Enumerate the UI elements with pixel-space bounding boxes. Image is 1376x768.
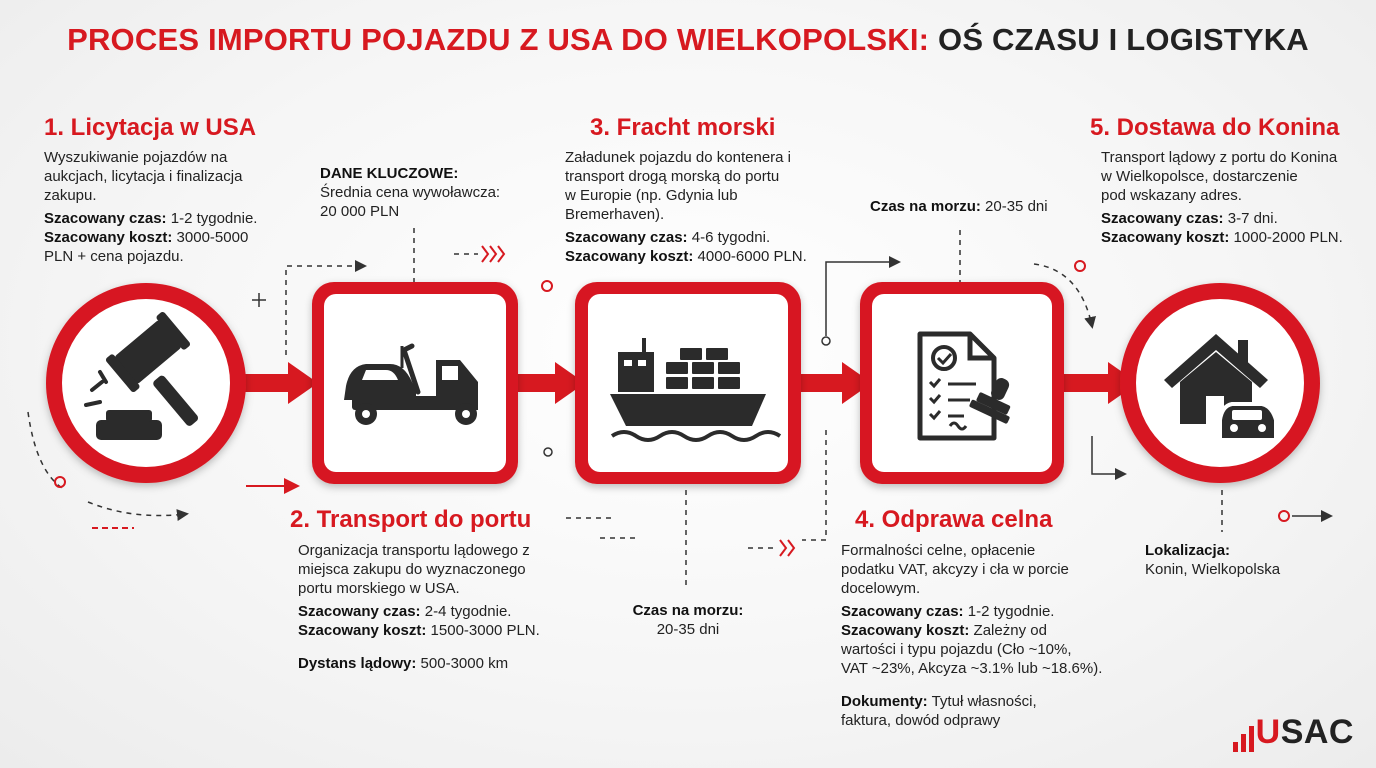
step-3-description-line: transport drogą morską do portu <box>565 168 780 185</box>
step-1-cost-value: 3000-5000 <box>176 229 249 246</box>
step-5-cost-value: 1000-2000 PLN. <box>1233 229 1343 246</box>
step-3-cost-value: 4000-6000 PLN. <box>697 248 807 265</box>
page-title-red: PROCES IMPORTU POJAZDU Z USA DO WIELKOPOLSKI: <box>67 22 930 57</box>
step-4-title: 4. Odprawa celna <box>855 506 1053 533</box>
logo-text-red: U <box>1255 713 1281 751</box>
step-2-cost-value: 1500-3000 PLN. <box>430 622 540 639</box>
sea-time-bottom <box>618 601 758 639</box>
step-2-time-value: 2-4 tygodnie. <box>424 603 512 620</box>
step-4-docs-value: Tytuł własności, <box>931 693 1037 710</box>
step-5-text <box>1101 148 1361 247</box>
step-4-text <box>841 541 1111 730</box>
step-4-cost-extra-line: wartości i typu pojazdu (Cło ~10%, <box>841 641 1072 658</box>
step-5-description-line: pod wskazany adres. <box>1101 187 1242 204</box>
step-3-time-value: 4-6 tygodni. <box>691 229 771 246</box>
step-5-description-line: w Wielkopolsce, dostarczenie <box>1101 168 1298 185</box>
sea-time-bottom-value: 20-35 dni <box>656 621 720 638</box>
step-4-docs-label: Dokumenty: <box>841 693 928 710</box>
step-5-time-value: 3-7 dni. <box>1227 210 1278 227</box>
sea-time-bottom-label: Czas na morzu: <box>632 602 744 619</box>
step-1-title: 1. Licytacja w USA <box>44 114 257 141</box>
step-2-description-line: Organizacja transportu lądowego z <box>298 542 530 559</box>
sea-time-top-value: 20-35 dni <box>985 198 1048 215</box>
step-2-cost-label: Szacowany koszt: <box>298 622 427 639</box>
step-2-description-line: miejsca zakupu do wyznaczonego <box>298 561 526 578</box>
location-label: Lokalizacja: <box>1145 542 1231 559</box>
location-box <box>1145 541 1280 579</box>
step-1-description-line: aukcjach, licytacja i finalizacja <box>44 168 243 185</box>
step-4-docs-value-2: faktura, dowód odprawy <box>841 712 1001 729</box>
logo-bars-icon <box>1233 722 1254 752</box>
flow-arrow-2-3 <box>515 362 585 404</box>
step-3-description-line: Załadunek pojazdu do kontenera i <box>565 149 791 166</box>
step-1-description-line: Wyszukiwanie pojazdów na <box>44 149 228 166</box>
step-1-time-value: 1-2 tygodnie. <box>170 210 258 227</box>
step-1-text <box>44 148 284 266</box>
key-data-label: DANE KLUCZOWE: <box>320 165 459 182</box>
step-3-time-label: Szacowany czas: <box>565 229 688 246</box>
sea-time-top <box>870 197 1048 216</box>
step-1-circle <box>46 283 246 483</box>
step-4-description-line: podatku VAT, akcyzy i cła w porcie <box>841 561 1069 578</box>
key-data-line-2: 20 000 PLN <box>320 203 400 220</box>
step-2-time-label: Szacowany czas: <box>298 603 421 620</box>
step-1-cost-value-2: PLN + cena pojazdu. <box>44 248 184 265</box>
logo-text-dark: SAC <box>1280 713 1354 751</box>
step-4-description-line: docelowym. <box>841 580 921 597</box>
step-2-description-line: portu morskiego w USA. <box>298 580 460 597</box>
step-4-description-line: Formalności celne, opłacenie <box>841 542 1036 559</box>
step-5-description-line: Transport lądowy z portu do Konina <box>1101 149 1338 166</box>
step-3-text <box>565 148 835 266</box>
key-data-line-1: Średnia cena wywoławcza: <box>320 184 501 201</box>
step-5-time-label: Szacowany czas: <box>1101 210 1224 227</box>
step-2-text <box>298 541 558 673</box>
step-4-time-value: 1-2 tygodnie. <box>967 603 1055 620</box>
usac-logo <box>1233 713 1354 752</box>
step-3-title: 3. Fracht morski <box>590 114 776 141</box>
flow-arrow-1-2 <box>240 362 318 404</box>
step-2-distance-label: Dystans lądowy: <box>298 655 417 672</box>
step-5-cost-label: Szacowany koszt: <box>1101 229 1230 246</box>
step-1-description-line: zakupu. <box>44 187 97 204</box>
step-4-time-label: Szacowany czas: <box>841 603 964 620</box>
location-value: Konin, Wielkopolska <box>1145 561 1281 578</box>
step-4-cost-extra-line: VAT ~23%, Akcyza ~3.1% lub ~18.6%). <box>841 660 1103 677</box>
page-title-dark: OŚ CZASU I LOGISTYKA <box>938 22 1309 57</box>
step-5-title: 5. Dostawa do Konina <box>1090 114 1340 141</box>
step-4-cost-value: Zależny od <box>973 622 1047 639</box>
step-4-cost-label: Szacowany koszt: <box>841 622 970 639</box>
sea-time-top-label: Czas na morzu: <box>870 198 981 215</box>
step-1-time-label: Szacowany czas: <box>44 210 167 227</box>
key-data-box <box>320 164 500 221</box>
step-3-description-line: Bremerhaven). <box>565 206 665 223</box>
step-1-cost-label: Szacowany koszt: <box>44 229 173 246</box>
step-3-cost-label: Szacowany koszt: <box>565 248 694 265</box>
step-2-distance-value: 500-3000 km <box>420 655 509 672</box>
step-3-description-line: w Europie (np. Gdynia lub <box>565 187 738 204</box>
step-2-title: 2. Transport do portu <box>290 506 532 533</box>
